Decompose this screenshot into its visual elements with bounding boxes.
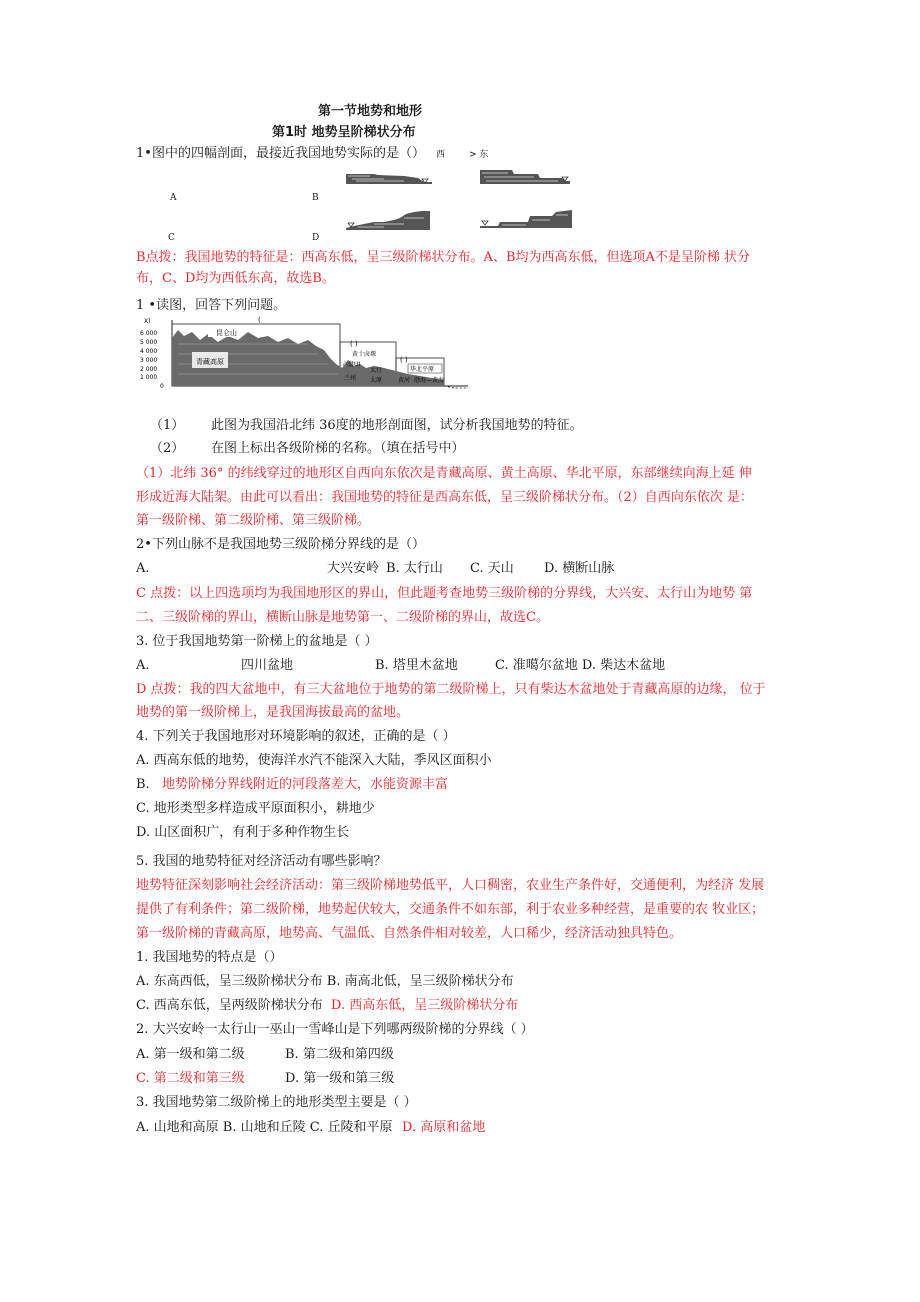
question-9-option-d: D. 高原和盆地 bbox=[402, 1120, 486, 1135]
question-7-option-d: D. 西高东低，呈三级阶梯状分布 bbox=[331, 998, 519, 1013]
question-4-option-a: 四川盆地 bbox=[241, 658, 294, 673]
answer-3-line-2: 二、三级阶梯的界山，横断山脉是地势第一、二级阶梯的界山，故选C。 bbox=[136, 610, 549, 625]
sea-label: 渤海—黄海 bbox=[414, 377, 445, 384]
answer-1-line-2: 布，C、D均为西低东高，故选B。 bbox=[136, 271, 335, 286]
question-4-option-cd: C. 准噶尔盆地 D. 柴达木盆地 bbox=[495, 658, 666, 673]
question-1-stem: 1•图中的四幅剖面，最接近我国地势实际的是（） bbox=[136, 146, 425, 161]
question-8-option-c: C. 第二级和第三级 bbox=[136, 1071, 245, 1086]
direction-east-label: > 东 bbox=[469, 150, 489, 160]
huabei-label: 华北平原 bbox=[410, 366, 435, 373]
option-b-label: B bbox=[312, 193, 319, 203]
page-title: 第一节地势和地形 bbox=[318, 104, 423, 119]
kunlun-label: 昆仑山 bbox=[216, 329, 237, 337]
question-5-option-b-label: B. bbox=[136, 777, 150, 792]
subquestion-1-number: （1） bbox=[150, 418, 185, 433]
answer-6-line-1: 地势特征深刻影响社会经济活动：第三级阶梯地势低平，人口稠密，农业生产条件好，交通便利，为经济 发展 bbox=[136, 878, 765, 893]
cross-section-figure bbox=[138, 314, 473, 394]
question-3-option-c: C. 天山 bbox=[470, 561, 514, 576]
question-4-stem: 3. 位于我国地势第一阶梯上的盆地是（ ） bbox=[136, 634, 378, 649]
question-9-options-abc: A. 山地和高原 B. 山地和丘陵 C. 丘陵和平原 bbox=[136, 1120, 393, 1135]
question-3-stem: 2•下列山脉不是我国地势三级阶梯分界线的是（） bbox=[136, 537, 425, 552]
y-tick-5000: 5 000 bbox=[140, 339, 158, 346]
option-d-label: D bbox=[312, 233, 320, 243]
question-8-option-d: D. 第一级和第三级 bbox=[285, 1071, 395, 1086]
answer-1-line-1: B点拨：我国地势的特征是：西高东低，呈三级阶梯状分布。A、B均为西高东低，但选项A不是呈阶梯 状分 bbox=[136, 250, 751, 265]
question-3-option-b: B. 太行山 bbox=[386, 561, 443, 576]
y-tick-2000: 2 000 bbox=[140, 366, 158, 373]
question-8-stem: 2. 大兴安岭一太行山一巫山一雪峰山是下列哪两级阶梯的分界线（ ） bbox=[136, 1022, 534, 1037]
page-subtitle: 第1时 地势呈阶梯状分布 bbox=[272, 125, 416, 140]
question-3-option-a: 大兴安岭 bbox=[327, 561, 380, 576]
liupan-label: 六盘UI bbox=[342, 361, 361, 368]
answer-6-line-3: 第一级阶梯的青藏高原，地势高、气温低、自然条件相对较差，人口稀少，经济活动独具特色。 bbox=[136, 926, 683, 941]
huanghe-label: 黄河 bbox=[398, 377, 411, 384]
subquestion-1-text: 此图为我国沿北纬 36度的地形剖面图，试分析我国地势的特征。 bbox=[211, 418, 583, 433]
question-5-stem: 4. 下列关于我国地形对环境影响的叙述，正确的是（ ） bbox=[136, 729, 456, 744]
question-5-option-a: A. 西高东低的地势，使海洋水汽不能深入大陆，季风区面积小 bbox=[136, 753, 492, 768]
option-a-label: A bbox=[170, 193, 177, 203]
bracket-2-label: ( ) bbox=[350, 340, 358, 348]
lanzhou-label: 兰州 bbox=[344, 375, 357, 382]
question-3-option-d: D. 横断山脉 bbox=[544, 561, 615, 576]
y-tick-3000: 3 000 bbox=[140, 357, 158, 364]
answer-4-line-1: D 点拨：我的四大盆地中，有三大盆地位于地势的第二级阶梯上，只有柴达木盆地处于青藏高原的边缘， 位于 bbox=[136, 682, 766, 697]
y-tick-4000: 4 000 bbox=[140, 348, 158, 355]
subquestion-2-number: （2） bbox=[150, 441, 185, 456]
option-c-label: C bbox=[168, 233, 175, 243]
question-2-stem: 1 •读图，回答下列问题。 bbox=[136, 298, 287, 313]
direction-west-label: 西 bbox=[436, 150, 446, 160]
taihang-label: 太行 bbox=[370, 367, 383, 374]
answer-2-line-3: 第一级阶梯、第二级阶梯、第三级阶梯。 bbox=[136, 513, 371, 528]
bracket-3-label: ( ) bbox=[400, 356, 408, 364]
qingzang-label: 青藏高原 bbox=[196, 358, 224, 366]
question-9-stem: 3. 我国地势第二级阶梯上的地形类型主要是（ ） bbox=[136, 1095, 417, 1110]
y-tick-6000: 6 000 bbox=[140, 330, 158, 337]
question-5-option-b: 地势阶梯分界线附近的河段落差大，水能资源丰富 bbox=[162, 777, 449, 792]
taiyuan-label: 太原 bbox=[370, 377, 383, 384]
answer-6-line-2: 提供了有利条件；第二级阶梯，地势起伏较大，交通条件不如东部，利于农业多种经营，是重要的农 牧业区； bbox=[136, 902, 765, 917]
y-tick-1000: 1 000 bbox=[140, 374, 158, 381]
y-unit-label: X) bbox=[144, 318, 151, 325]
question-7-options-row-1: A. 东高西低，呈三级阶梯状分布 B. 南高北低，呈三级阶梯状分布 bbox=[136, 974, 514, 989]
question-6-stem: 5. 我国的地势特征对经济活动有哪些影响？ bbox=[136, 854, 387, 869]
question-7-stem: 1. 我国地势的特点是（） bbox=[136, 950, 283, 965]
bracket-1-label: ( bbox=[258, 316, 261, 324]
answer-4-line-2: 地势的第一级阶梯上，是我国海拔最高的盆地。 bbox=[136, 705, 410, 720]
profile-a-figure bbox=[344, 168, 434, 190]
answer-2-line-2: 形成近海大陆架。由此可以看出：我国地势的特征是西高东低，呈三级阶梯状分布。（2）自西向东依次 是： bbox=[136, 490, 753, 505]
question-4-option-a-label: A. bbox=[136, 658, 150, 673]
huangtu-label: 黄十卤塬 bbox=[352, 351, 377, 358]
question-5-option-c: C. 地形类型多样造成平原面积小，耕地少 bbox=[136, 801, 375, 816]
question-4-option-b: B. 塔里木盆地 bbox=[375, 658, 458, 673]
question-3-option-a-label: A. bbox=[136, 561, 150, 576]
answer-3-line-1: C 点拨：以上四选项均为我国地形区的界山，但此题考查地势三级阶梯的分界线，大兴安、太行山为地势 第 bbox=[136, 586, 753, 601]
question-8-option-a: A. 第一级和第二级 bbox=[136, 1047, 245, 1062]
answer-2-line-1: （1）北纬 36° 的纬线穿过的地形区自西向东依次是青藏高原、黄土高原、华北平原，东部继续向海上延 伸 bbox=[136, 466, 752, 481]
y-tick-0: 0 bbox=[160, 383, 164, 390]
question-8-option-b: B. 第二级和第四级 bbox=[285, 1047, 394, 1062]
profile-d-figure bbox=[478, 206, 576, 232]
question-5-option-d: D. 山区面积广，有利于多种作物生长 bbox=[136, 825, 350, 840]
profile-c-figure bbox=[344, 208, 434, 234]
question-7-option-c: C. 西高东低，呈两级阶梯状分布 bbox=[136, 998, 323, 1013]
subquestion-2-text: 在图上标出各级阶梯的名称。（填在括号中） bbox=[211, 441, 465, 456]
profile-b-figure bbox=[478, 166, 573, 188]
